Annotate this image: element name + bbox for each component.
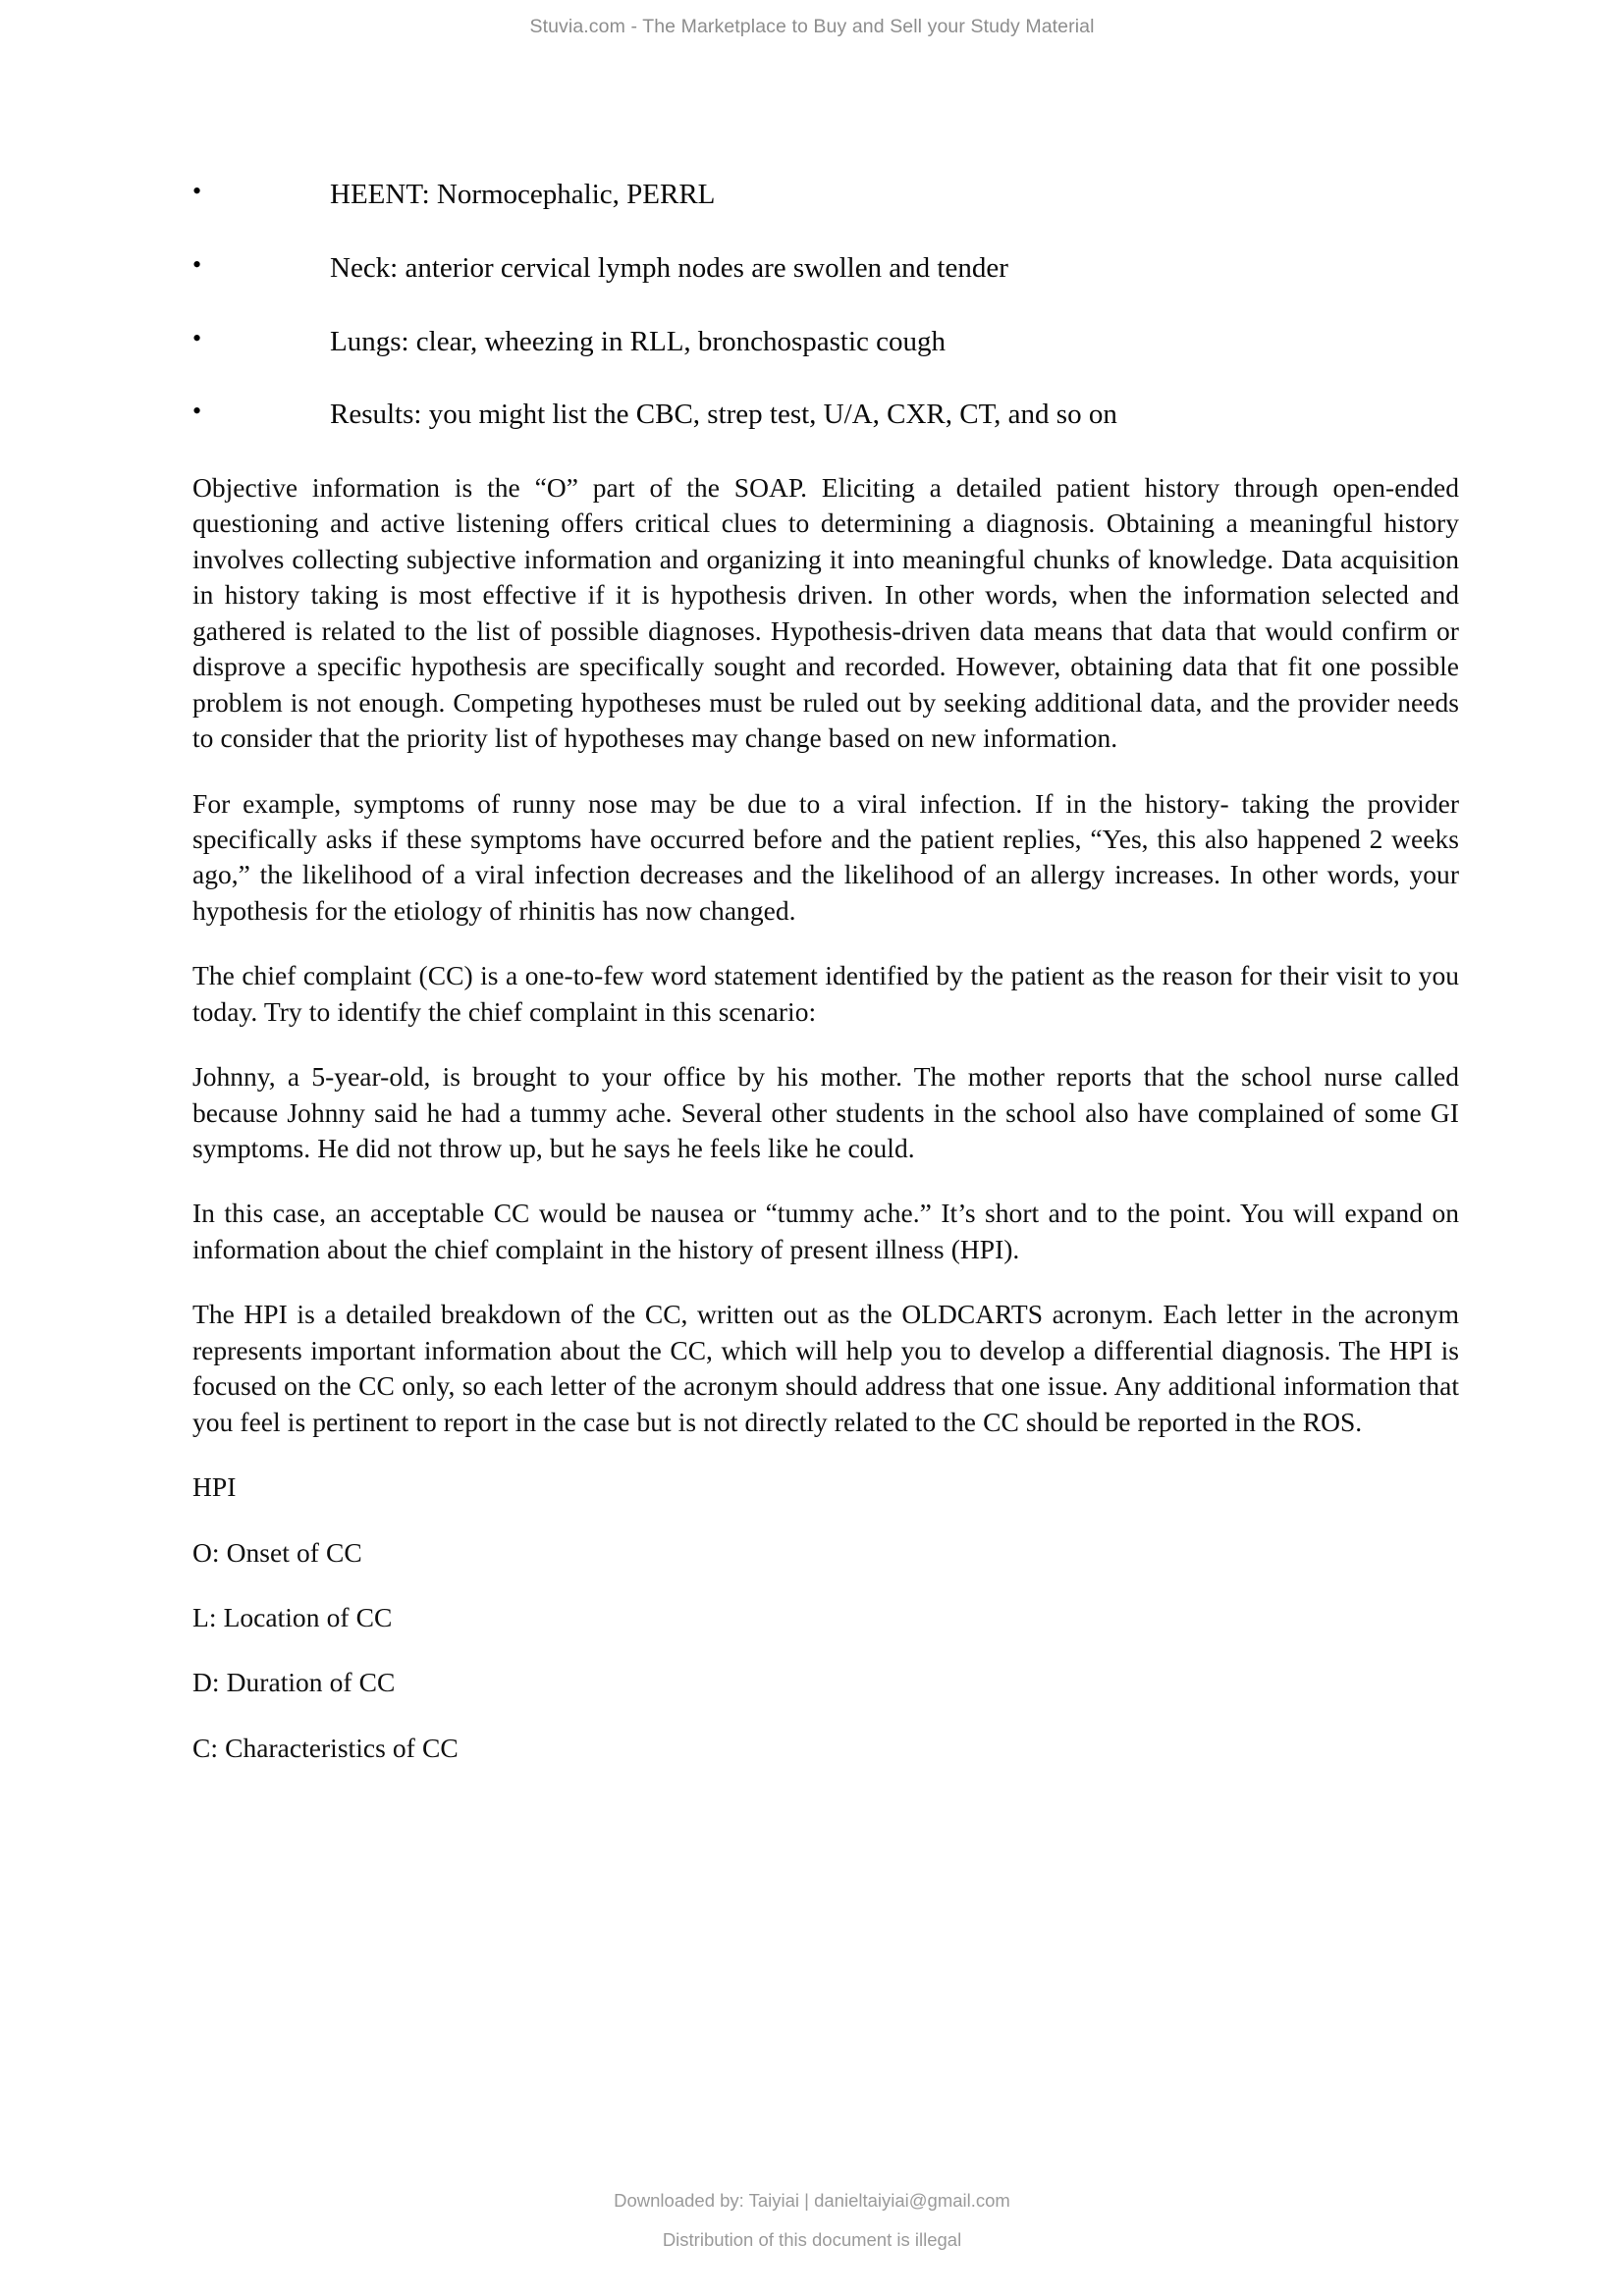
list-item-label: Lungs: clear, wheezing in RLL, bronchospastic cough <box>330 325 946 357</box>
paragraph-johnny-scenario: Johnny, a 5-year-old, is brought to your office by his mother. The mother reports that the school nurse called because Johnny said he had a tummy ache. Several other students in the school also have complained of some GI symptoms. He did not throw up, but he says he feels like he could. <box>192 1061 1459 1163</box>
hpi-heading: HPI <box>192 1471 237 1503</box>
bullet-icon: • <box>192 249 202 279</box>
downloaded-by-label: Downloaded by: Taiyiai | danieltaiyiai@gmail.com <box>614 2190 1010 2211</box>
oldcarts-item-duration: D: Duration of CC <box>192 1667 396 1698</box>
oldcarts-item-characteristics: C: Characteristics of CC <box>192 1732 459 1763</box>
distribution-notice-label: Distribution of this document is illegal <box>662 2229 962 2250</box>
bullet-icon: • <box>192 323 202 352</box>
list-item-label: HEENT: Normocephalic, PERRL <box>330 179 716 210</box>
bullet-icon: • <box>192 177 202 205</box>
paragraph-for-example: For example, symptoms of runny nose may be due to a viral infection. If in the history- taking the provider specifically asks if these symptoms have occurred before and the patient replies, “Yes, this also happened 2 weeks ago,” the likelihood of a viral infection decreases and the likelihood of an allergy increases. In other words, your hypothesis for the etiology of rhinitis has now changed. <box>192 787 1459 926</box>
oldcarts-item-location: L: Location of CC <box>192 1601 393 1632</box>
document-content <box>192 177 1459 1766</box>
list-item <box>192 324 1459 359</box>
paragraph-objective-information: Objective information is the “O” part of the SOAP. Eliciting a detailed patient history through open-ended questioning and active listening offers critical clues to determining a diagnosis. Obtaining a meaningful history involves collecting subjective information and organizing it into meaningful chunks of knowledge. Data acquisition in history taking is most effective if it is hypothesis driven. In other words, when the information selected and gathered is related to the list of possible diagnoses. Hypothesis-driven data means that data that would confirm or disprove a specific hypothesis are specifically sought and recorded. However, obtaining data that fit one possible problem is not enough. Competing hypotheses must be ruled out by seeking additional data, and the provider needs to consider that the priority list of hypotheses may change based on new information. <box>192 472 1459 754</box>
paragraph-acceptable-cc: In this case, an acceptable CC would be nausea or “tummy ache.” It’s short and to the point. You will expand on information about the chief complaint in the history of present illness (HPI). <box>192 1198 1459 1264</box>
bullet-icon: • <box>192 397 202 426</box>
list-item-label: Results: you might list the CBC, strep test, U/A, CXR, CT, and so on <box>330 399 1117 431</box>
body-text-block <box>192 470 1459 1766</box>
exam-findings-bullet-list <box>192 177 1459 433</box>
list-item <box>192 250 1459 286</box>
list-item-label: Neck: anterior cervical lymph nodes are swollen and tender <box>330 251 1008 284</box>
paragraph-chief-complaint: The chief complaint (CC) is a one-to-few word statement identified by the patient as the reason for their visit to you today. Try to identify the chief complaint in this scenario: <box>192 960 1459 1027</box>
list-item <box>192 397 1459 432</box>
paragraph-hpi-oldcarts: The HPI is a detailed breakdown of the CC, written out as the OLDCARTS acronym. Each letter in the acronym represents important information about the CC, which will help you to develop a differential diagnosis. The HPI is focused on the CC only, so each letter of the acronym should address that one issue. Any additional information that you feel is pertinent to report in the case but is not directly related to the CC should be reported in the ROS. <box>192 1299 1459 1437</box>
oldcarts-item-onset: O: Onset of CC <box>192 1536 362 1568</box>
list-item <box>192 177 1459 212</box>
document-footer <box>0 2190 1624 2251</box>
stuvia-watermark-header: Stuvia.com - The Marketplace to Buy and Sell your Study Material <box>529 16 1095 37</box>
